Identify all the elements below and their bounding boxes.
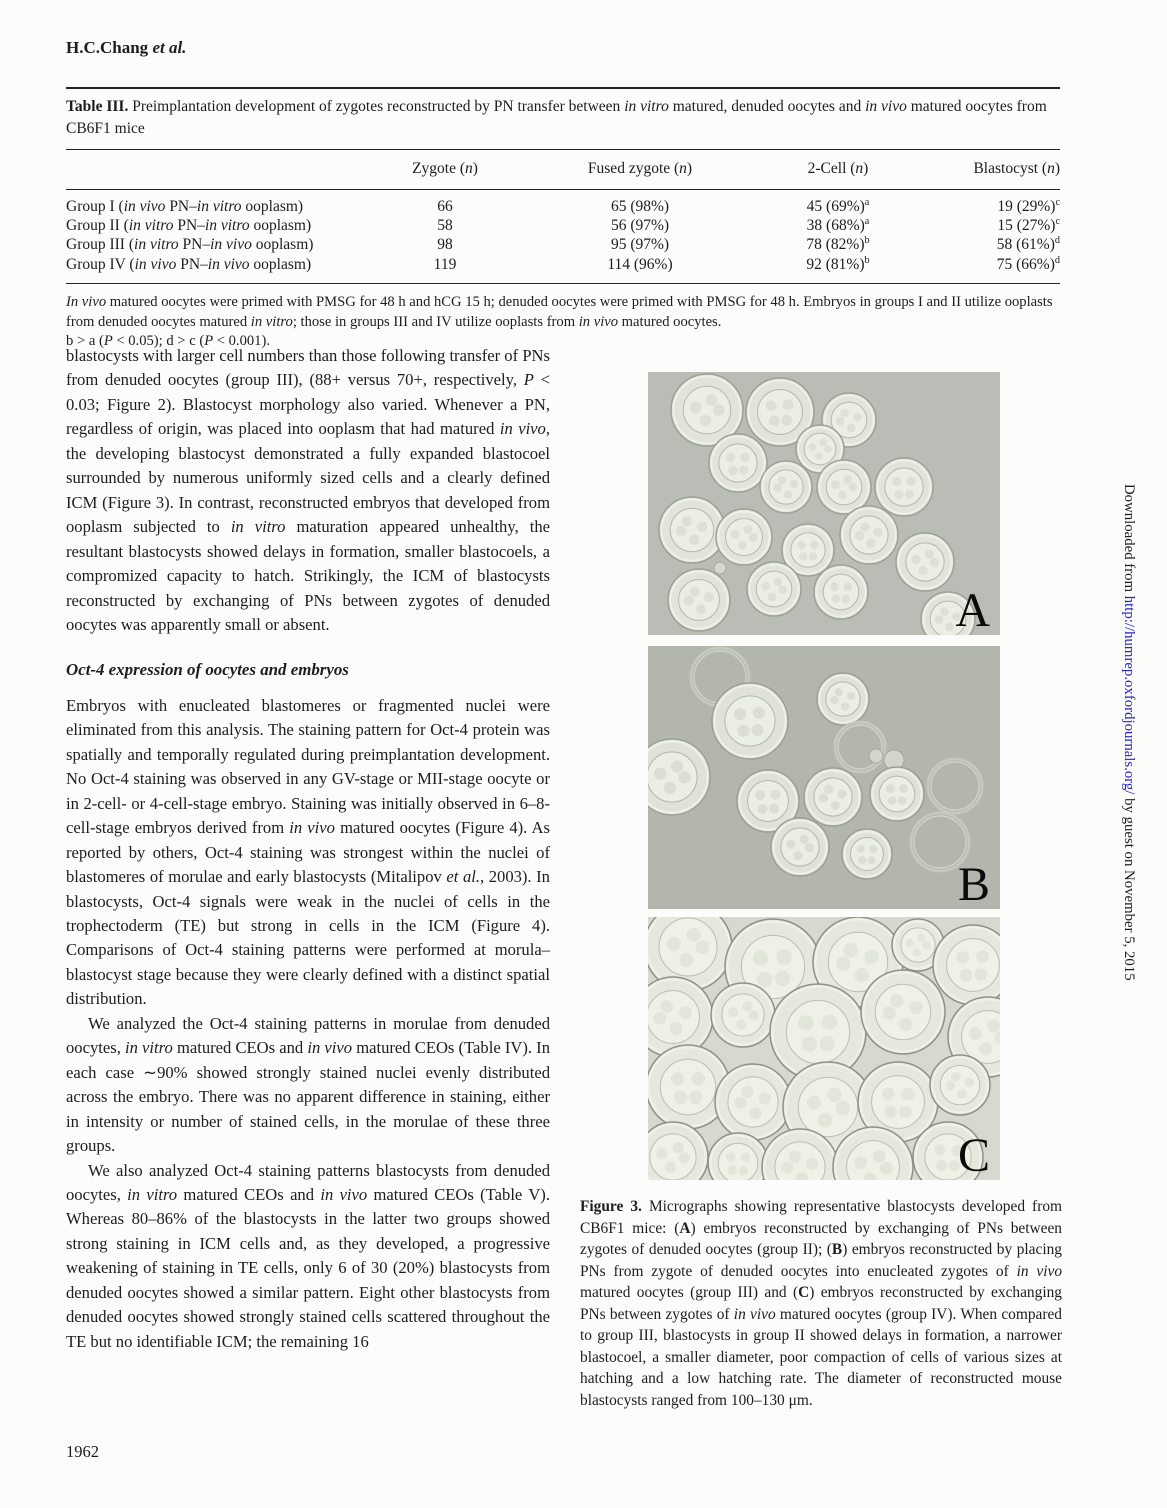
group-cell: Group III (in vitro PN–in vivo ooplasm) (66, 236, 314, 254)
table-row (66, 235, 1060, 254)
table-row (66, 255, 1060, 274)
body-paragraph: blastocysts with larger cell numbers than those following transfer of PNs from denuded oocytes (group III), (88+ versus 70+, respectively, P < 0.03; Figure 2). Blastocyst morphology also varied. Whenever a PN, regardless of origin, was placed into ooplasm that had matured in vivo, the developing blastocyst demonstrated a fully expanded blastocoel surrounded by numerous uniformly sized cells and a clearly defined ICM (Figure 3). In contrast, reconstructed embryos that developed from ooplasm subjected to in vitro maturation appeared unhealthy, the resultant blastocysts showed delays in formation, smaller blastocoels, a compromized capacity to hatch. Strikingly, the ICM of blastocysts reconstructed by exchanging of PNs between zygotes of denuded oocytes was apparently small or absent. (66, 346, 551, 634)
column-header-2cell: 2-Cell (n) (807, 159, 869, 177)
body-paragraph: We also analyzed Oct-4 staining patterns blastocysts from denuded oocytes, in vitro matured CEOs and in vivo matured CEOs (Table V). Whereas 80–86% of the blastocysts in the latter two groups showed strong staining in ICM cells and, as they developed, a progressive weakening of staining in TE cells, only 6 of 30 (20%) blastocysts from denuded oocytes showed a similar pattern. Eight other blastocysts from denuded oocytes showed strongly stained cells scattered throughout the TE but no identifiable ICM; the remaining 16 (66, 1160, 550, 1351)
zygote-cell: 58 (437, 217, 453, 234)
micrograph-panel-b (648, 646, 1000, 909)
section-heading: Oct-4 expression of oocytes and embryos (66, 660, 349, 680)
2cell-cell: 92 $(81\%)^b$ (806, 254, 870, 273)
sidebar-url-link[interactable]: http://humrep.oxfordjournals.org/ (1121, 595, 1137, 795)
table-iii (66, 87, 1060, 352)
table-header-row (66, 150, 1060, 189)
figure-3-caption: Figure 3. Micrographs showing representative blastocysts developed from CB6F1 mice: (A) embryos reconstructed by exchanging of PNs between zygotes of denuded oocytes (group II); (B) embryos reconstructed by placing PNs from zygote of denuded oocytes into enucleated zygotes of in vivo matured oocytes (group III) and (C) embryos reconstructed by exchanging PNs between zygotes of in vivo matured oocytes (group IV). When compared to group III, blastocysts in group II showed delays in formation, a narrower blastocoel, a smaller diameter, poor compaction of cells of various sizes at hatching and a low hatching rate. The diameter of reconstructed mouse blastocysts ranged from 100–130 μm. (580, 1198, 1063, 1409)
column-header-zygote: Zygote (n) (412, 159, 478, 177)
fused-zygote-cell: 95 (97%) (610, 236, 670, 254)
figure-3 (648, 372, 1000, 1191)
table-footnote-2: b > a (P < 0.05); d > c (P < 0.001). (66, 333, 270, 350)
running-head-authors: H.C.Chang et al. (66, 38, 187, 57)
blastocyst-cell: 75 $(66\%)^d$ (996, 254, 1060, 273)
2cell-cell: 38 $(68\%)^a$ (806, 215, 870, 234)
blastocyst-cell: 19 $(29\%)^c$ (997, 196, 1060, 215)
download-note (1120, 484, 1137, 1044)
page-number: 1962 (66, 1442, 99, 1461)
download-note-prefix: Downloaded from (1121, 484, 1137, 596)
fused-zygote-cell: 56 (97%) (610, 217, 670, 234)
table-footnotes (66, 284, 1060, 352)
zygote-cell: 119 (433, 255, 457, 273)
table-caption: Table III. Preimplantation development of zygotes reconstructed by PN transfer between in vitro matured, denuded oocytes and in vivo matured oocytes from CB6F1 mice (66, 98, 1047, 137)
body-paragraph: Embryos with enucleated blastomeres or fragmented nuclei were eliminated from this analysis. The staining pattern for Oct-4 protein was spatially and temporally regulated during preimplantation development. No Oct-4 staining was observed in any GV-stage or MII-stage oocyte or in 2-cell- or 4-cell-stage embryo. Staining was initially observed in 6–8-cell-stage embryos derived from in vivo matured oocytes (Figure 4). As reported by others, Oct-4 staining was strongest within the nuclei of blastomeres of morulae and early blastocysts (Mitalipov et al., 2003). In blastocysts, Oct-4 signals were weak in the nuclei of cells in the trophectoderm (TE) but strong in cells in the ICM (Figure 4). Comparisons of Oct-4 staining patterns were performed at morula–blastocyst stage because they were clearly defined with a distinct spatial distribution. (66, 695, 550, 1009)
group-cell: Group IV (in vivo PN–in vivo ooplasm) (66, 255, 312, 273)
table-row (66, 216, 1060, 235)
column-header-fused-zygote: Fused zygote (n) (587, 159, 693, 177)
svg-text:B: B (957, 858, 990, 909)
micrograph-panel-a (648, 372, 1000, 635)
fused-zygote-cell: 114 (96%) (607, 255, 673, 273)
column-header-empty (66, 160, 376, 178)
2cell-cell: 78 $(82\%)^b$ (806, 235, 870, 254)
zygote-cell: 98 (437, 236, 453, 254)
2cell-cell: 45 $(69\%)^a$ (806, 196, 870, 215)
download-note-suffix: by guest on November 5, 2015 (1121, 794, 1137, 981)
blastocyst-cell: 15 $(27\%)^c$ (997, 215, 1060, 234)
svg-text:C: C (957, 1129, 990, 1180)
fused-zygote-cell: 65 (98%) (610, 197, 670, 215)
group-cell: Group I (in vivo PN–in vitro ooplasm) (66, 197, 304, 215)
table-body (66, 190, 1060, 284)
table-footnote-1: In vivo matured oocytes were primed with PMSG for 48 h and hCG 15 h; denuded oocytes were primed with PMSG for 48 h. Embryos in groups I and II utilize ooplasts from denuded oocytes matured in vitro; those in groups III and IV utilize ooplasts from in vivo matured oocytes. (66, 294, 1053, 330)
micrograph-panel-c (648, 917, 1000, 1180)
table-row (66, 197, 1060, 216)
body-text-column (66, 344, 550, 1354)
blastocyst-cell: 58 $(61\%)^d$ (996, 235, 1060, 254)
svg-text:A: A (955, 584, 990, 635)
column-header-blastocyst: Blastocyst (n) (973, 159, 1060, 177)
group-cell: Group II (in vitro PN–in vitro ooplasm) (66, 217, 312, 234)
zygote-cell: 66 (437, 197, 453, 215)
body-paragraph: We analyzed the Oct-4 staining patterns in morulae from denuded oocytes, in vitro matured CEOs and in vivo matured CEOs (Table IV). In each case ∼90% showed strongly stained nuclei evenly distributed across the embryo. There was no apparent difference in staining, either in intensity or number of stained cells, in the morulae of these three groups. (66, 1013, 550, 1156)
